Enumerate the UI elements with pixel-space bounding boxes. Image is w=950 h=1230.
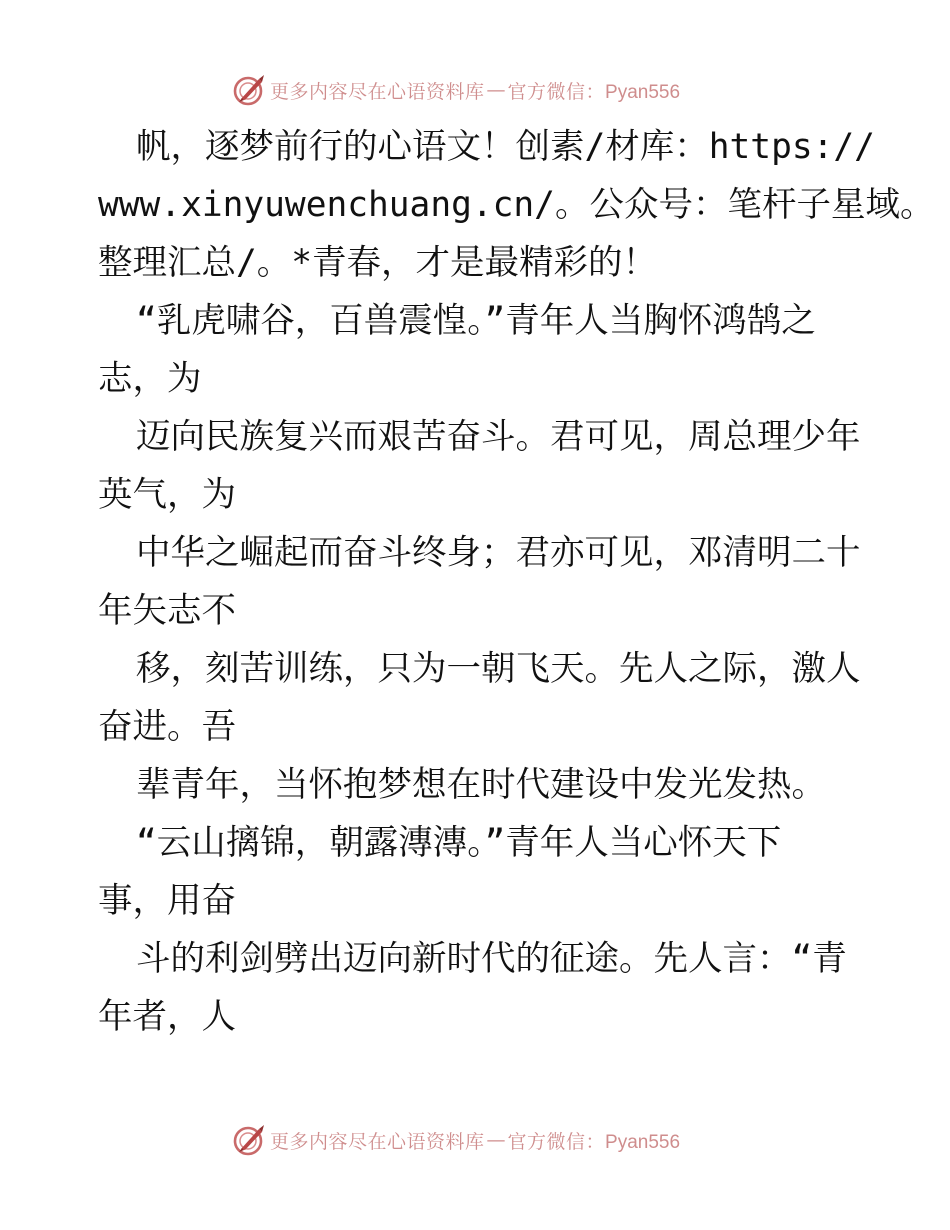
text-line: 志，为 bbox=[98, 359, 202, 399]
header-watermark-text: 更多内容尽在心语资料库 bbox=[270, 80, 485, 103]
text-line: www.xinyuwenchuang.cn/。公众号：笔杆子星域。 bbox=[98, 185, 935, 225]
text-line: 奋进。吾 bbox=[98, 707, 236, 747]
footer-dash: — bbox=[486, 1129, 506, 1151]
text-line: 整理汇总/。*青春，才是最精彩的！ bbox=[98, 243, 658, 283]
text-line: 辈青年，当怀抱梦想在时代建设中发光发热。 bbox=[136, 765, 826, 805]
text-line: 年者，人 bbox=[98, 997, 236, 1037]
header-contact-label: 官方微信： bbox=[507, 80, 606, 103]
quill-logo-icon bbox=[232, 1123, 266, 1157]
text-line: 英气，为 bbox=[98, 475, 236, 515]
footer-contact bbox=[508, 1127, 681, 1154]
footer-contact-id: Pyan556 bbox=[605, 1131, 681, 1153]
text-line: 帆，逐梦前行的心语文！创素/材库：https:// bbox=[136, 127, 875, 167]
text-line: 斗的利剑劈出迈向新时代的征途。先人言：“青 bbox=[136, 939, 847, 979]
header-dash: — bbox=[486, 79, 506, 101]
footer-watermark bbox=[232, 1120, 680, 1160]
text-line: 移，刻苦训练，只为一朝飞天。先人之际，激人 bbox=[136, 649, 861, 689]
article-body bbox=[98, 118, 935, 1046]
header-contact bbox=[508, 77, 681, 104]
text-line: 中华之崛起而奋斗终身；君亦可见，邓清明二十 bbox=[136, 533, 861, 573]
footer-watermark-text: 更多内容尽在心语资料库 bbox=[270, 1130, 485, 1153]
text-line: 事，用奋 bbox=[98, 881, 236, 921]
text-line: “乳虎啸谷，百兽震惶。”青年人当胸怀鸿鹄之 bbox=[136, 301, 816, 341]
quill-logo-icon bbox=[232, 73, 266, 107]
header-watermark bbox=[232, 70, 680, 110]
header-contact-id: Pyan556 bbox=[605, 81, 681, 103]
text-line: “云山摛锦，朝露漙漙。”青年人当心怀天下 bbox=[136, 823, 782, 863]
footer-contact-label: 官方微信： bbox=[507, 1130, 606, 1153]
text-line: 年矢志不 bbox=[98, 591, 236, 631]
text-line: 迈向民族复兴而艰苦奋斗。君可见，周总理少年 bbox=[136, 417, 861, 457]
